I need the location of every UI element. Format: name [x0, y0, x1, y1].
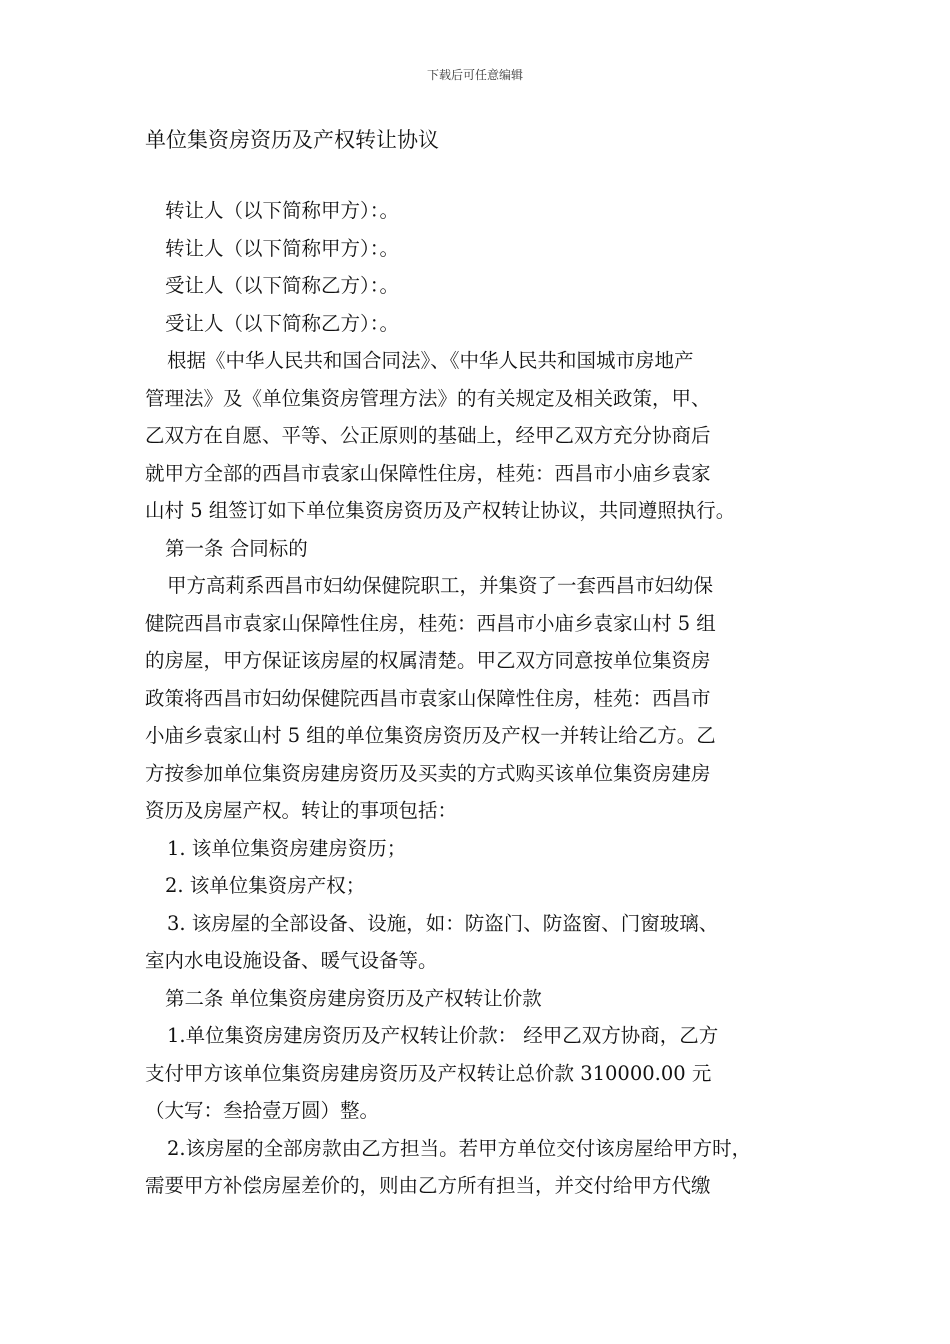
text-line: 就甲方全部的西昌市袁家山保障性住房，桂苑：西昌市小庙乡袁家 — [145, 461, 711, 485]
document-body — [145, 192, 810, 1205]
text-line: 转让人（以下简称甲方）：。 — [165, 199, 400, 222]
text-line: 第二条 单位集资房建房资历及产权转让价款 — [165, 986, 542, 1010]
text-line: 山村 5 组签订如下单位集资房资历及产权转让协议，共同遵照执行。 — [145, 499, 736, 522]
text-line: 健院西昌市袁家山保障性住房，桂苑：西昌市小庙乡袁家山村 5 组 — [145, 611, 716, 635]
text-line: 管理法》及《单位集资房管理方法》的有关规定及相关政策，甲、 — [145, 386, 711, 410]
text-line: 需要甲方补偿房屋差价的，则由乙方所有担当，并交付给甲方代缴 — [145, 1174, 711, 1197]
text-line: 受让人（以下简称乙方）：。 — [165, 274, 400, 297]
header-note: 下载后可任意编辑 — [426, 68, 523, 82]
text-line: 方按参加单位集资房建房资历及买卖的方式购买该单位集资房建房 — [145, 761, 711, 785]
text-line: 根据《中华人民共和国合同法》、《中华人民共和国城市房地产 — [167, 349, 694, 372]
text-line: 1.单位集资房建房资历及产权转让价款： 经甲乙双方协商，乙方 — [167, 1024, 719, 1047]
text-line: 3. 该房屋的全部设备、设施，如：防盗门、防盗窗、门窗玻璃、 — [167, 911, 719, 935]
text-line: 转让人（以下简称甲方）：。 — [165, 236, 400, 260]
text-line: 受让人（以下简称乙方）：。 — [165, 311, 400, 335]
text-line: 第一条 合同标的 — [165, 536, 308, 560]
text-line: 资历及房屋产权。转让的事项包括： — [145, 799, 458, 822]
text-line: 的房屋，甲方保证该房屋的权属清楚。甲乙双方同意按单位集资房 — [145, 649, 711, 672]
text-line: 1. 该单位集资房建房资历； — [167, 836, 407, 860]
text-line: 2.该房屋的全部房款由乙方担当。若甲方单位交付该房屋给甲方时， — [167, 1136, 752, 1160]
text-line: 2. 该单位集资房产权； — [165, 874, 366, 897]
text-line: 室内水电设施设备、暖气设备等。 — [145, 949, 438, 972]
text-line: 支付甲方该单位集资房建房资历及产权转让总价款 310000.00 元 — [145, 1061, 712, 1085]
text-line: 小庙乡袁家山村 5 组的单位集资房资历及产权一并转让给乙方。乙 — [145, 724, 716, 747]
text-line: 政策将西昌市妇幼保健院西昌市袁家山保障性住房，桂苑：西昌市 — [145, 686, 711, 710]
document-title: 单位集资房资历及产权转让协议 — [145, 128, 439, 152]
text-line: （大写：叁拾壹万圆）整。 — [145, 1099, 380, 1122]
text-line: 乙双方在自愿、平等、公正原则的基础上，经甲乙双方充分协商后 — [145, 424, 711, 447]
text-line: 甲方高莉系西昌市妇幼保健院职工，并集资了一套西昌市妇幼保 — [167, 574, 714, 597]
